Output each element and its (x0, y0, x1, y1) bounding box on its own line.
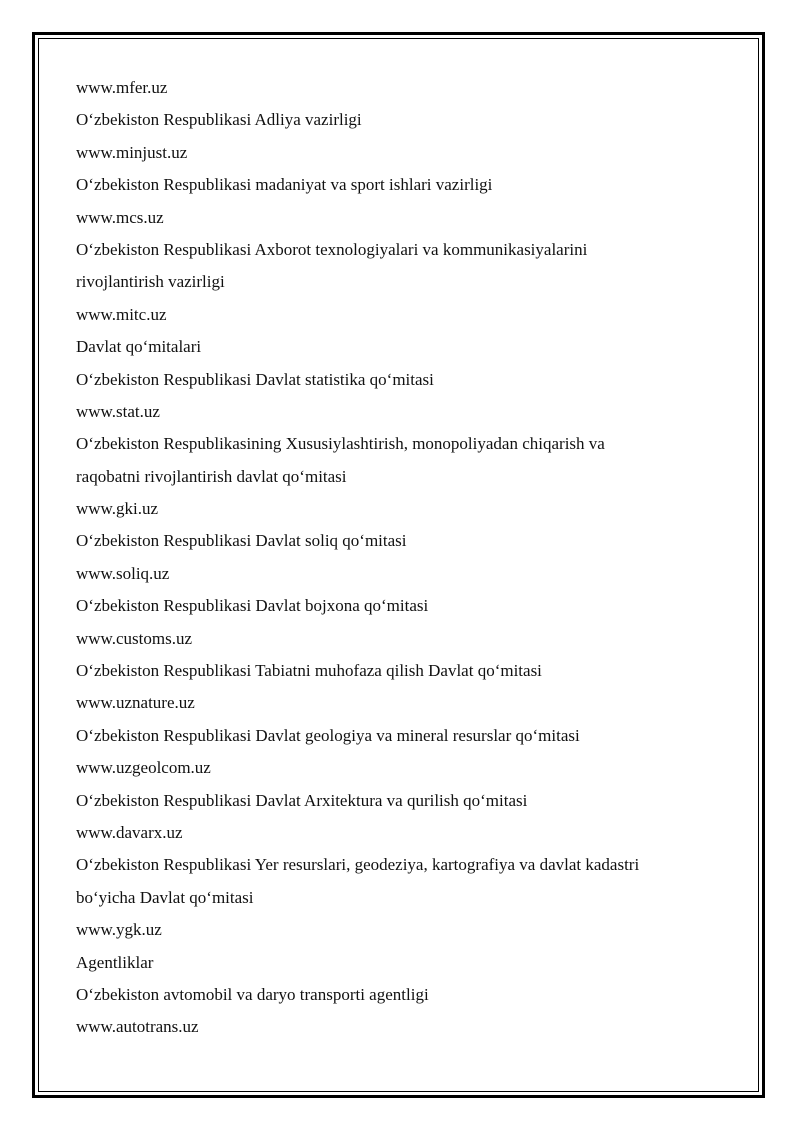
text-line: O‘zbekiston Respublikasi Davlat geologiya va mineral resurslar qo‘mitasi (76, 725, 580, 745)
section-heading: Davlat qo‘mitalari (76, 337, 202, 357)
text-line: www.stat.uz (76, 401, 160, 421)
text-line: www.mitc.uz (76, 304, 167, 324)
text-line: O‘zbekiston Respublikasi Davlat Arxitektura va qurilish qo‘mitasi (76, 790, 528, 810)
text-line: www.autotrans.uz (76, 1017, 199, 1037)
text-line: www.uznature.uz (76, 693, 195, 713)
text-line: O‘zbekiston Respublikasi Yer resurslari, geodeziya, kartografiya va davlat kadastri (76, 855, 640, 875)
text-line: www.minjust.uz (76, 142, 188, 162)
text-line: O‘zbekiston Respublikasining Xususiylashtirish, monopoliyadan chiqarish va (76, 434, 605, 454)
text-line: www.customs.uz (76, 628, 192, 648)
text-line: www.gki.uz (76, 499, 158, 519)
text-line: O‘zbekiston Respublikasi madaniyat va sport ishlari vazirligi (76, 175, 493, 195)
text-line: O‘zbekiston Respublikasi Tabiatni muhofaza qilish Davlat qo‘mitasi (76, 661, 542, 681)
text-line: O‘zbekiston Respublikasi Davlat soliq qo‘mitasi (76, 531, 407, 551)
section-heading: Agentliklar (76, 952, 154, 972)
text-line: O‘zbekiston Respublikasi Axborot texnologiyalari va kommunikasiyalarini (76, 239, 588, 259)
text-line: www.davarx.uz (76, 822, 183, 842)
text-line: www.ygk.uz (76, 920, 162, 940)
text-line: O‘zbekiston avtomobil va daryo transporti agentligi (76, 984, 429, 1004)
text-line: www.mfer.uz (76, 78, 168, 97)
text-line: www.uzgeolcom.uz (76, 758, 211, 778)
text-line: O‘zbekiston Respublikasi Davlat bojxona qo‘mitasi (76, 596, 429, 616)
text-line: www.mcs.uz (76, 207, 164, 227)
text-line: raqobatni rivojlantirish davlat qo‘mitasi (76, 466, 347, 486)
text-line: rivojlantirish vazirligi (76, 272, 225, 292)
text-line: www.soliq.uz (76, 563, 170, 583)
text-line: O‘zbekiston Respublikasi Davlat statistika qo‘mitasi (76, 369, 434, 389)
text-line: O‘zbekiston Respublikasi Adliya vazirligi (76, 110, 362, 130)
document-text-body (76, 74, 726, 1046)
text-line: bo‘yicha Davlat qo‘mitasi (76, 887, 254, 907)
